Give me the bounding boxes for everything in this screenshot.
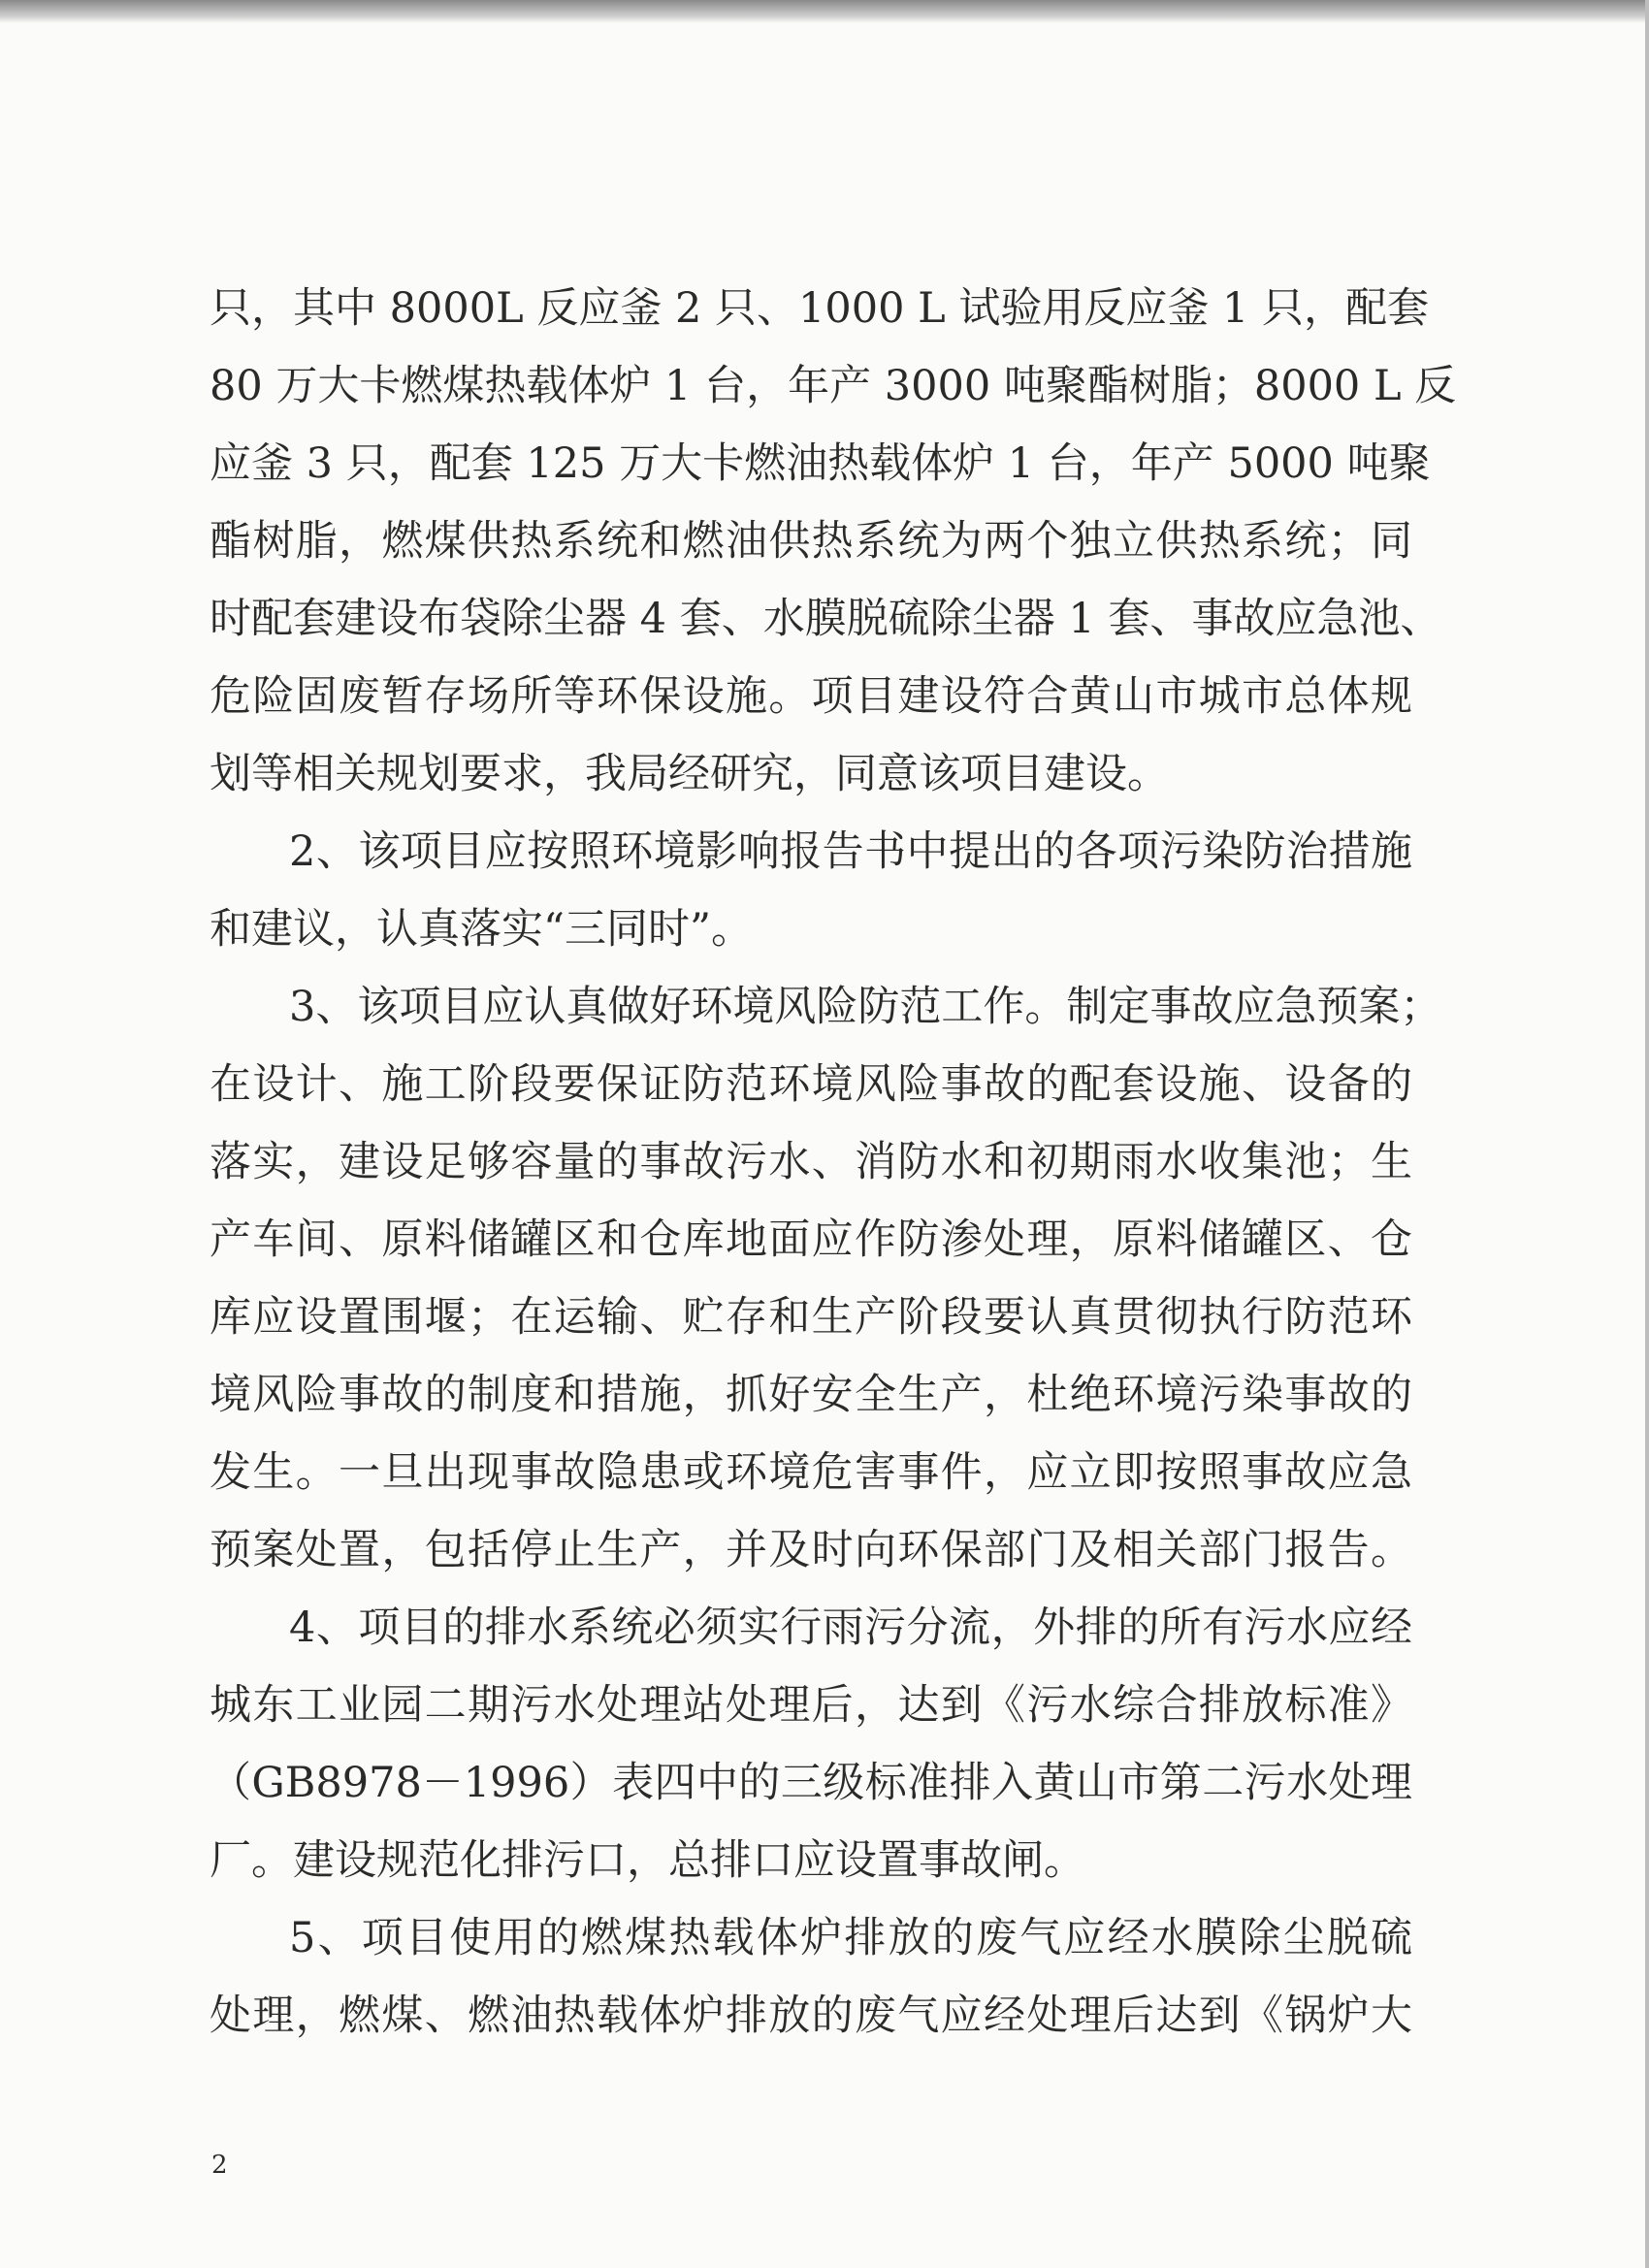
text-line: 和建议，认真落实“三同时”。 <box>210 905 753 954</box>
text-line: 库应设置围堰；在运输、贮存和生产阶段要认真贯彻执行防范环 <box>210 1293 1412 1342</box>
text-line: （GB8978－1996）表四中的三级标准排入黄山市第二污水处理 <box>210 1759 1412 1807</box>
paragraph-2 <box>210 813 1412 968</box>
text-line: 酯树脂，燃煤供热系统和燃油供热系统为两个独立供热系统；同 <box>210 517 1412 566</box>
text-line: 时配套建设布袋除尘器 4 套、水膜脱硫除尘器 1 套、事故应急池、 <box>210 595 1442 643</box>
page-number: 2 <box>211 2151 228 2180</box>
scan-edge-right <box>1645 0 1649 2268</box>
text-line: 发生。一旦出现事故隐患或环境危害事件，应立即按照事故应急 <box>210 1448 1412 1497</box>
text-line: 3、该项目应认真做好环境风险防范工作。制定事故应急预案； <box>289 983 1442 1031</box>
text-line: 只，其中 8000L 反应釜 2 只、1000 L 试验用反应釜 1 只，配套 <box>210 284 1430 333</box>
text-line: 4、项目的排水系统必须实行雨污分流，外排的所有污水应经 <box>289 1604 1412 1652</box>
text-line: 5、项目使用的燃煤热载体炉排放的废气应经水膜除尘脱硫 <box>289 1914 1412 1962</box>
text-line: 预案处置，包括停止生产，并及时向环保部门及相关部门报告。 <box>210 1526 1412 1574</box>
text-line: 应釜 3 只，配套 125 万大卡燃油热载体炉 1 台，年产 5000 吨聚 <box>210 439 1431 488</box>
text-line: 划等相关规划要求，我局经研究，同意该项目建设。 <box>210 750 1169 798</box>
text-line: 80 万大卡燃煤热载体炉 1 台，年产 3000 吨聚酯树脂；8000 L 反 <box>210 362 1457 410</box>
document-body <box>210 270 1457 2055</box>
text-line: 落实，建设足够容量的事故污水、消防水和初期雨水收集池；生 <box>210 1138 1412 1186</box>
scan-edge-top <box>0 0 1649 23</box>
text-line: 危险固废暂存场所等环保设施。项目建设符合黄山市城市总体规 <box>210 672 1412 721</box>
text-line: 处理，燃煤、燃油热载体炉排放的废气应经处理后达到《锅炉大 <box>210 1992 1412 2040</box>
text-line: 城东工业园二期污水处理站处理后，达到《污水综合排放标准》 <box>210 1681 1412 1730</box>
paragraph-3 <box>210 968 1442 1589</box>
paragraph-4 <box>210 1589 1412 1899</box>
text-line: 产车间、原料储罐区和仓库地面应作防渗处理，原料储罐区、仓 <box>210 1215 1412 1264</box>
paragraph-1 <box>210 270 1457 813</box>
paragraph-5 <box>210 1899 1412 2055</box>
text-line: 在设计、施工阶段要保证防范环境风险事故的配套设施、设备的 <box>210 1060 1412 1109</box>
text-line: 厂。建设规范化排污口，总排口应设置事故闸。 <box>210 1836 1085 1885</box>
text-line: 境风险事故的制度和措施，抓好安全生产，杜绝环境污染事故的 <box>210 1371 1412 1419</box>
text-line: 2、该项目应按照环境影响报告书中提出的各项污染防治措施 <box>289 827 1412 876</box>
